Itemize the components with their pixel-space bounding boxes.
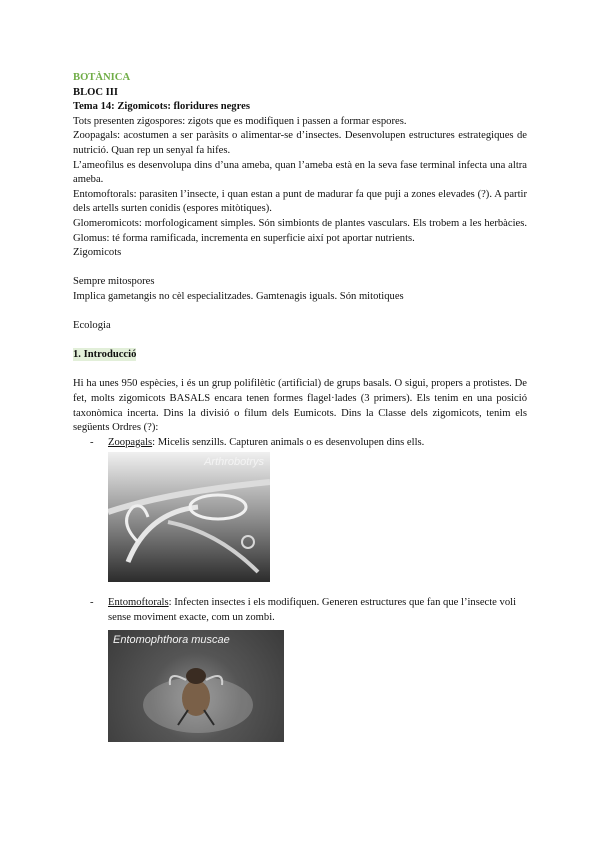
paragraph-entomoftorals: Entomoftorals: parasiten l’insecte, i quan estan a punt de madurar fa que puji a zones elevades (?). A partir dels artells surten conidis (espores mitòtiques). bbox=[73, 188, 527, 215]
paragraph-mitospores: Sempre mitospores bbox=[73, 276, 155, 288]
bullet-dash: - bbox=[90, 597, 94, 609]
arthrobotrys-photo bbox=[108, 452, 270, 582]
paragraph-zoopagals: Zoopagals: acostumen a ser paràsits o alimentar-se d’insectes. Desenvolupen estructures estrategiques de nutrició. Quan rep un senyal fa hifes. bbox=[73, 130, 527, 156]
figure-entomophthora bbox=[108, 630, 284, 742]
paragraph-ecologia: Ecologia bbox=[73, 320, 111, 332]
intro-paragraph: Hi ha unes 950 espècies, i és un grup polifilètic (artificial) de grups basals. O sigui, propers a protistes. De fet, molts zigomicots BASALS encara tenen formes flagel·lades (3 primers). Els tenim en una posició taxonòmica incerta. Dins la divisió o filum dels Eumicots. Dins la Classe dels zigomicots, tenim els següents Ordres (?): bbox=[73, 378, 527, 434]
figure-arthrobotrys bbox=[108, 452, 270, 582]
document-body bbox=[73, 71, 527, 742]
paragraph-zigospores: Tots presenten zigospores: zigots que es modifiquen i passen a formar espores. bbox=[73, 115, 407, 127]
bullet-text: : Infecten insectes i els modifiquen. Generen estructures que fan que l’insecte voli sense moviment exacte, com un zombi. bbox=[108, 597, 517, 624]
bullet-item-entomoftorals bbox=[73, 596, 527, 625]
paragraph-gametangis: Implica gametangis no cèl especialitzades. Gamtenagis iguals. Són mitotiques bbox=[73, 290, 404, 302]
paragraph-ameofilus: L’ameofilus es desenvolupa dins d’una ameba, quan l’ameba està en la seva fase terminal infecta una altra ameba. bbox=[73, 159, 527, 186]
bullet-term: Zoopagals bbox=[108, 436, 153, 448]
section-heading-text: 1. Introducció bbox=[73, 349, 137, 361]
paragraph-glomeromicots: Glomeromicots: morfologicament simples. Són simbionts de plantes vasculars. Els trobem a les herbàcies. Glomus: té forma ramificada, incrementa en superficie així pot aportar nutrients. bbox=[73, 217, 527, 244]
topic-title: Tema 14: Zigomicots: floridures negres bbox=[73, 101, 250, 113]
block-title: BLOC III bbox=[73, 86, 119, 98]
bullet-item-zoopagals bbox=[73, 436, 527, 451]
figure-label: Entomophthora muscae bbox=[113, 633, 230, 646]
bullet-dash: - bbox=[90, 436, 94, 448]
figure-label: Arthrobotrys bbox=[204, 456, 264, 469]
paragraph-zigomicots: Zigomicots bbox=[73, 247, 122, 259]
subject-title: BOTÀNICA bbox=[73, 72, 131, 83]
bullet-term: Entomoftorals bbox=[108, 597, 169, 609]
bullet-text: : Micelis senzills. Capturen animals o es desenvolupen dins ells. bbox=[152, 436, 425, 448]
section-heading bbox=[73, 348, 527, 363]
